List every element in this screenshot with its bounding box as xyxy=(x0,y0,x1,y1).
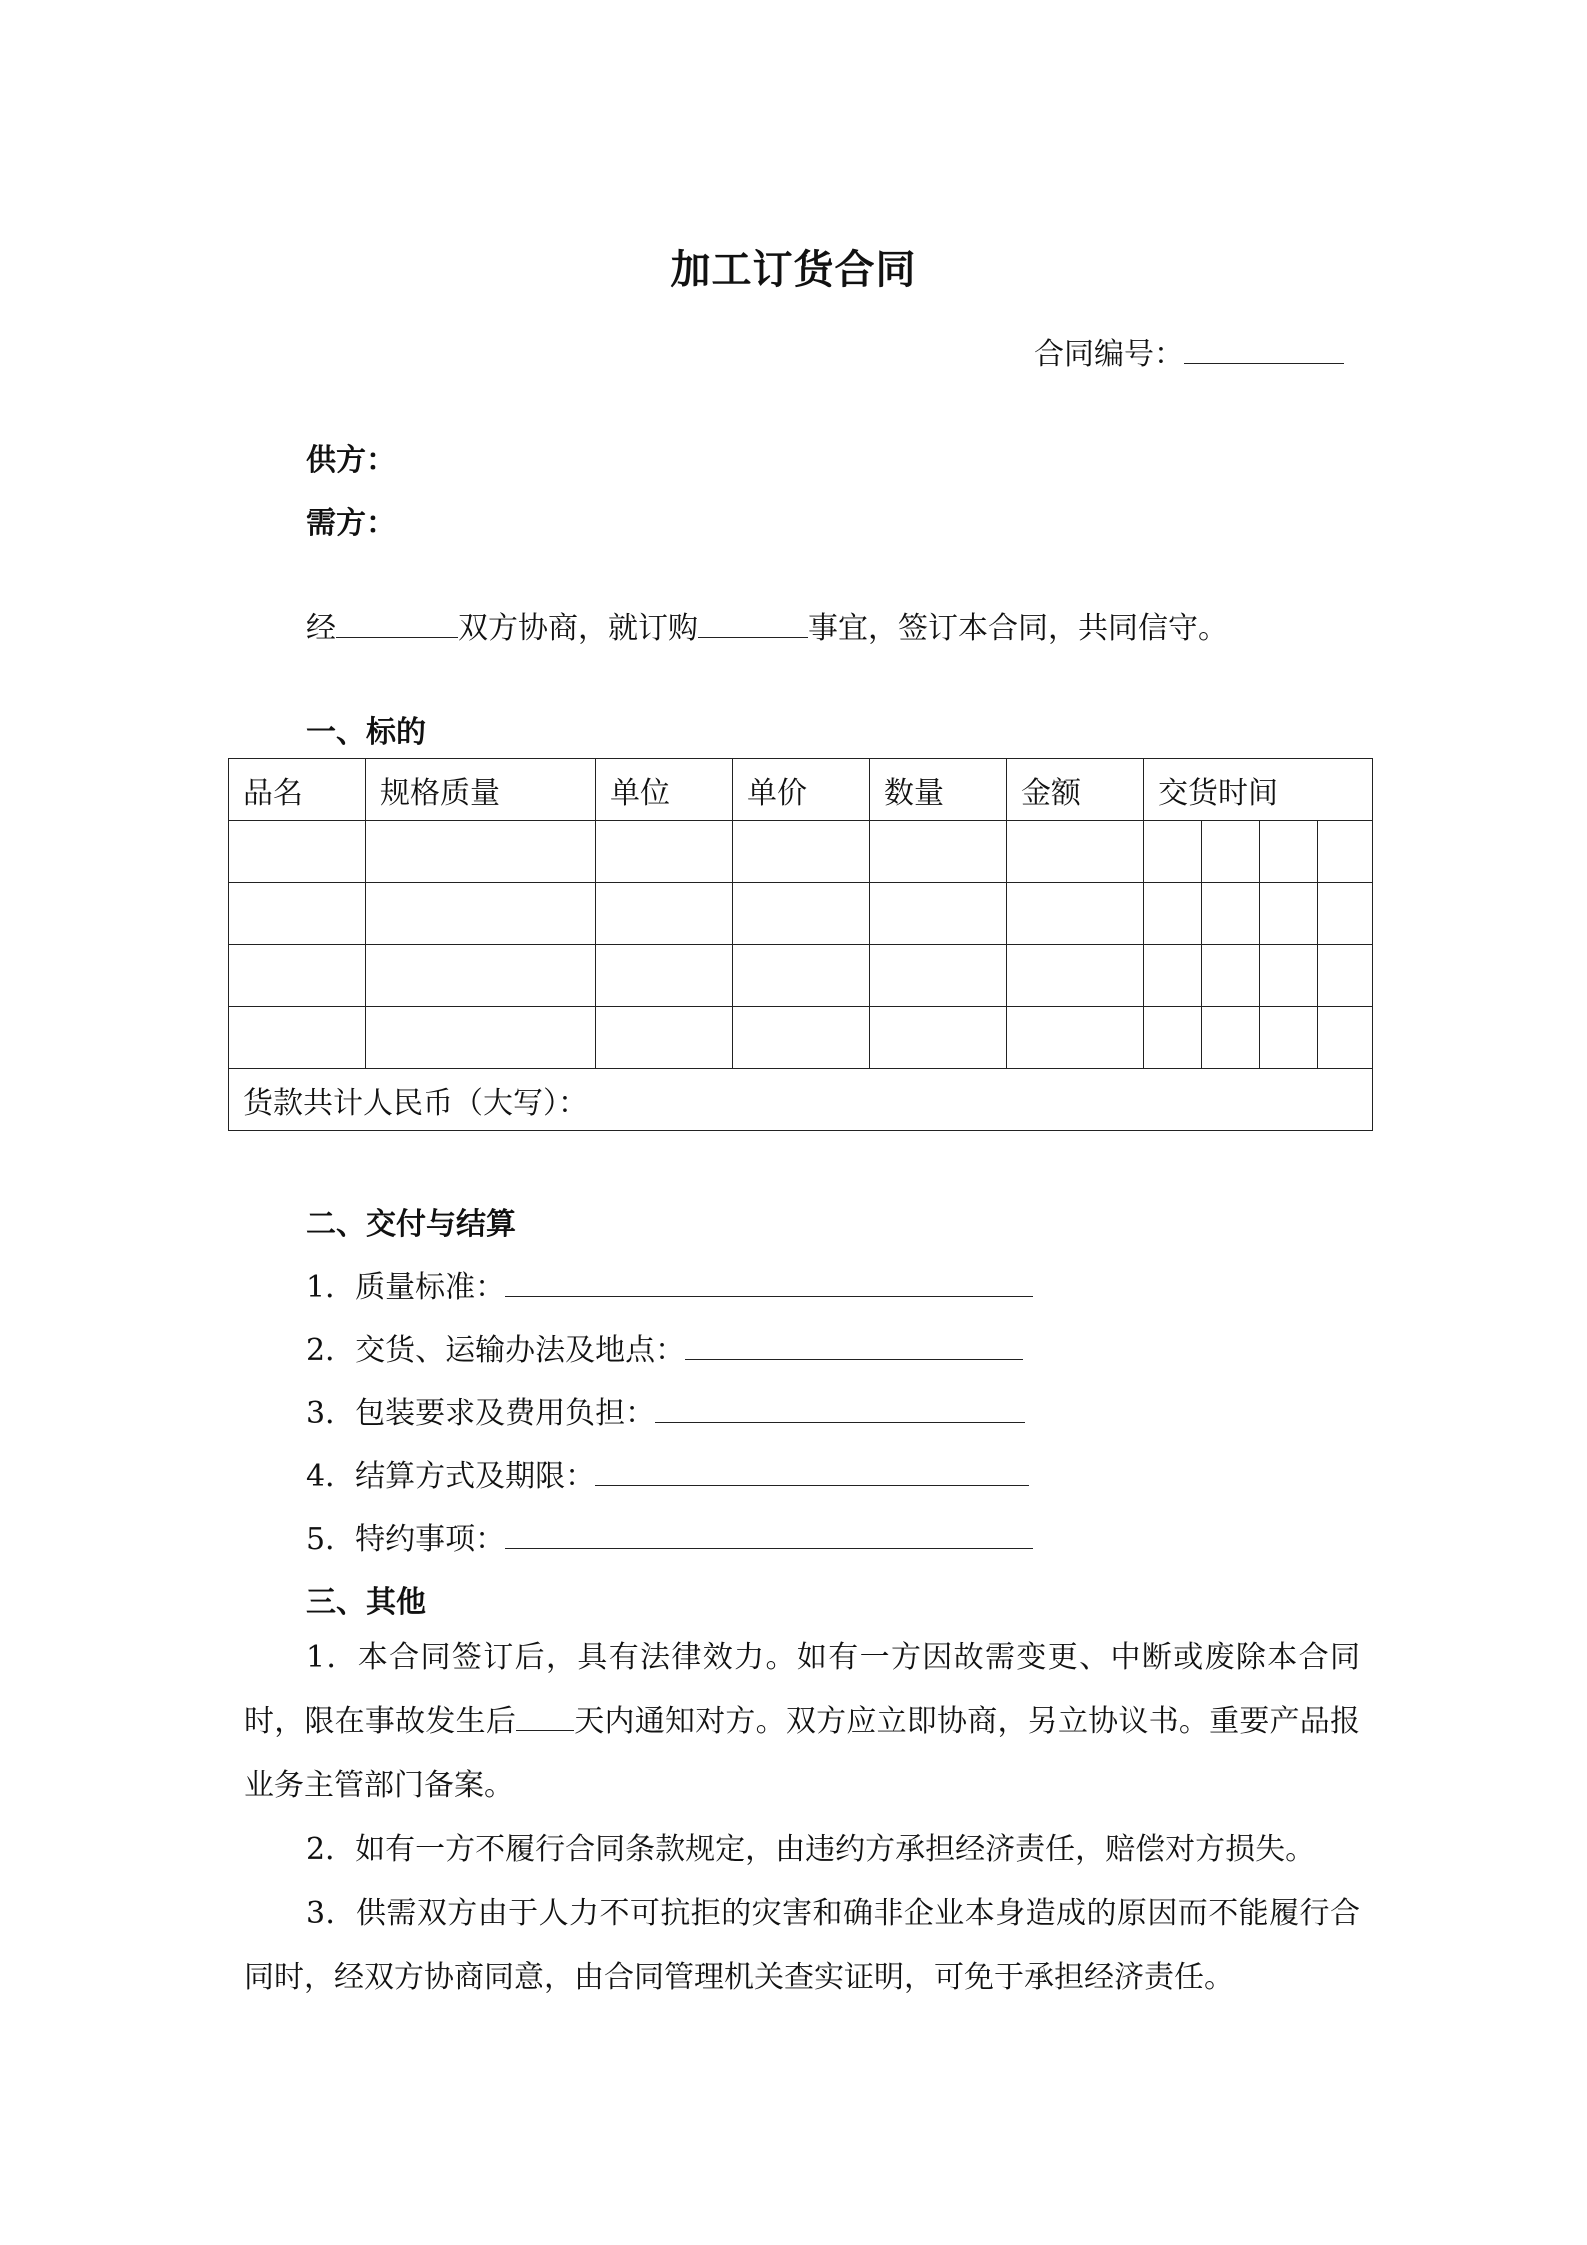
section2-heading: 二、交付与结算 xyxy=(306,1207,516,1242)
section3-heading: 三、其他 xyxy=(306,1585,426,1620)
table-cell[interactable] xyxy=(1260,821,1318,883)
table-cell[interactable] xyxy=(1144,883,1202,945)
col-header: 规格质量 xyxy=(366,759,596,821)
intro-text-1: 经 xyxy=(306,611,336,646)
col-header: 单价 xyxy=(733,759,870,821)
col-header: 单位 xyxy=(596,759,733,821)
notice-days-blank[interactable] xyxy=(516,1704,574,1731)
term-special xyxy=(306,1514,1033,1558)
term-blank[interactable] xyxy=(505,1270,1033,1297)
table-cell[interactable] xyxy=(1007,821,1144,883)
table-cell[interactable] xyxy=(596,821,733,883)
goods-table xyxy=(228,758,1373,1131)
table-cell[interactable] xyxy=(366,821,596,883)
term-quality xyxy=(306,1262,1033,1306)
table-cell[interactable] xyxy=(870,821,1007,883)
table-cell[interactable] xyxy=(229,821,366,883)
table-cell[interactable] xyxy=(1007,1007,1144,1069)
table-cell[interactable] xyxy=(366,945,596,1007)
table-cell[interactable] xyxy=(229,1007,366,1069)
term-label: 2．交货、运输办法及地点： xyxy=(306,1333,686,1368)
table-cell[interactable] xyxy=(733,821,870,883)
table-cell[interactable] xyxy=(1007,883,1144,945)
other-clause-2 xyxy=(244,1818,1360,1882)
table-cell[interactable] xyxy=(596,1007,733,1069)
table-row xyxy=(229,883,1373,945)
section1-heading: 一、标的 xyxy=(306,715,426,750)
term-label: 3．包装要求及费用负担： xyxy=(306,1396,656,1431)
term-packaging xyxy=(306,1388,1025,1432)
table-cell[interactable] xyxy=(870,1007,1007,1069)
table-cell[interactable] xyxy=(1260,1007,1318,1069)
table-cell[interactable] xyxy=(1144,821,1202,883)
term-delivery xyxy=(306,1325,1023,1369)
table-cell[interactable] xyxy=(1260,883,1318,945)
term-label: 5．特约事项： xyxy=(306,1522,506,1557)
table-cell[interactable] xyxy=(1318,945,1373,1007)
table-row xyxy=(229,821,1373,883)
table-cell[interactable] xyxy=(1318,883,1373,945)
contract-number xyxy=(1034,329,1344,373)
table-header-row xyxy=(229,759,1373,821)
table-cell[interactable] xyxy=(596,883,733,945)
col-header: 金额 xyxy=(1007,759,1144,821)
clause-text: 1．本合同签订后，具有法律效力。如有一方因故需变更、中断或废除本合同时，限在事故发生后 xyxy=(244,1640,1360,1739)
col-header: 数量 xyxy=(870,759,1007,821)
table-cell[interactable] xyxy=(1202,821,1260,883)
table-cell[interactable] xyxy=(1007,945,1144,1007)
table-cell[interactable] xyxy=(733,945,870,1007)
page-title: 加工订货合同 xyxy=(670,247,917,293)
table-cell[interactable] xyxy=(733,883,870,945)
table-cell[interactable] xyxy=(1202,883,1260,945)
term-blank[interactable] xyxy=(595,1459,1029,1486)
table-cell[interactable] xyxy=(1202,945,1260,1007)
contract-number-label: 合同编号： xyxy=(1034,337,1184,372)
term-settlement xyxy=(306,1451,1029,1495)
table-cell[interactable] xyxy=(1144,1007,1202,1069)
clause-text: 天内通知对方。双方应立即协商，另立协议书。重要产品报业务主管部门备案。 xyxy=(244,1704,1361,1803)
table-row xyxy=(229,1007,1373,1069)
col-header: 品名 xyxy=(229,759,366,821)
table-cell[interactable] xyxy=(366,883,596,945)
total-amount-label[interactable]: 货款共计人民币（大写）： xyxy=(229,1069,1373,1131)
intro-blank-goods[interactable] xyxy=(698,611,808,638)
term-blank[interactable] xyxy=(685,1333,1023,1360)
col-header: 交货时间 xyxy=(1144,759,1373,821)
table-cell[interactable] xyxy=(733,1007,870,1069)
intro-sentence xyxy=(306,603,1228,647)
table-cell[interactable] xyxy=(596,945,733,1007)
table-cell[interactable] xyxy=(366,1007,596,1069)
intro-text-2: 双方协商，就订购 xyxy=(458,611,698,646)
other-clause-3 xyxy=(244,1882,1360,2010)
intro-blank-parties[interactable] xyxy=(336,611,458,638)
table-cell[interactable] xyxy=(229,883,366,945)
term-label: 1．质量标准： xyxy=(306,1270,506,1305)
table-cell[interactable] xyxy=(229,945,366,1007)
term-blank[interactable] xyxy=(505,1522,1033,1549)
supplier-label: 供方： xyxy=(306,443,396,478)
contract-number-blank[interactable] xyxy=(1184,337,1344,364)
table-cell[interactable] xyxy=(870,883,1007,945)
table-cell[interactable] xyxy=(1318,821,1373,883)
table-row xyxy=(229,945,1373,1007)
table-cell[interactable] xyxy=(1318,1007,1373,1069)
intro-text-3: 事宜，签订本合同，共同信守。 xyxy=(808,611,1228,646)
table-cell[interactable] xyxy=(1144,945,1202,1007)
term-label: 4．结算方式及期限： xyxy=(306,1459,596,1494)
clause-text: 2．如有一方不履行合同条款规定，由违约方承担经济责任，赔偿对方损失。 xyxy=(306,1832,1316,1867)
table-cell[interactable] xyxy=(1260,945,1318,1007)
table-total-row xyxy=(229,1069,1373,1131)
buyer-label: 需方： xyxy=(306,506,396,541)
table-cell[interactable] xyxy=(870,945,1007,1007)
term-blank[interactable] xyxy=(655,1396,1025,1423)
table-cell[interactable] xyxy=(1202,1007,1260,1069)
clause-text: 3．供需双方由于人力不可抗拒的灾害和确非企业本身造成的原因而不能履行合同时，经双方协商同意，由合同管理机关查实证明，可免于承担经济责任。 xyxy=(244,1896,1360,1995)
other-clause-1 xyxy=(244,1626,1360,1818)
